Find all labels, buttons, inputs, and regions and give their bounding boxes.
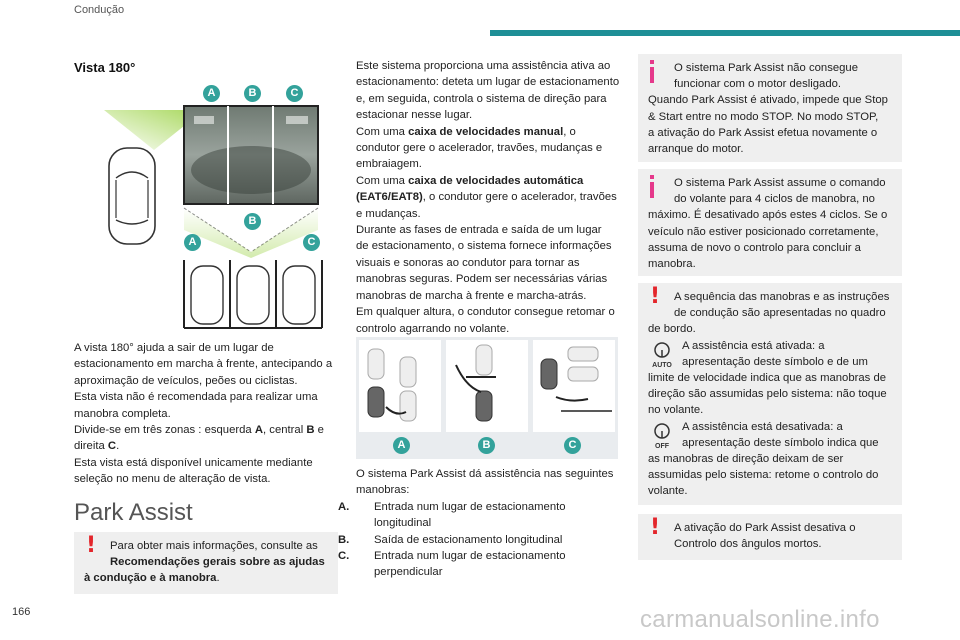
vista-180-illustration — [74, 80, 336, 332]
list-item: B. Saída de estacionamento longitudinal — [338, 533, 563, 546]
list-item: C. Entrada num lugar de estacionamento perpendicular — [338, 550, 566, 579]
zone-c-badge-bottom: C — [303, 234, 320, 251]
warning-icon: ! — [650, 515, 661, 540]
zone-b-badge-bottom: B — [244, 213, 261, 230]
watermark: carmanualsonline.info — [640, 606, 880, 633]
warning-icon: ! — [86, 533, 97, 558]
svg-text:OFF: OFF — [655, 442, 669, 449]
car-top-view-icon — [109, 148, 155, 244]
park-assist-description: Este sistema proporciona uma assistência ativa ao estacionamento: deteta um lugar de estacionamento e, em seguida, controla o sistema de direção para estacionar nesse lugar. Com uma caixa de velocidades manual, o condutor gere o acelerador, travões, mudanças e embraiagem. Com uma caixa de velocidades automática (EAT6/EAT8), o condutor gere o acelerador, travões e mudanças. Durante as fases de entrada e saída de um lugar de estacionamento, o sistema fornece informações visuais e sonoras ao condutor para tornar as manobras seguras. Podem ser necessárias várias manobras de marcha à frente e marcha-atrás. Em qualquer altura, o condutor consegue retomar o controlo agarrando no volante. — [356, 60, 620, 335]
zone-a-badge-bottom: A — [184, 234, 201, 251]
note-dashboard-instructions: ! A sequência das manobras e as instruções de condução são apresentadas no quadro de bordo. AUTO A assistência está ativada: a apresentação deste símbolo e de um limite de velocidade indica que as manobras de direção são assumidas pelo sistema: não toque no volante. OFF A assistência está desativada: a apresentação deste símbolo indica que as manobras de direção deixam de ser assumidas pelo sistema: retome o controlo do volante. — [638, 283, 902, 505]
zone-c-badge-top: C — [286, 85, 303, 102]
section-title-park-assist: Park Assist — [74, 499, 193, 526]
parking-bays — [184, 260, 322, 328]
vista-180-paragraph: A vista 180° ajuda a sair de um lugar de estacionamento em marcha à frente, antecipando a aproximação de veículos, peões ou ciclistas. Esta vista não é recomendada para realizar uma manobra completa. Divide-se em três zonas : esquerda A, central B e direita C. Esta vista está disponível unicamente mediante seleção no menu de alteração de vista. — [74, 342, 333, 486]
maneuver-b-panel — [446, 340, 528, 432]
steering-auto-icon — [648, 340, 676, 368]
note-engine-off: O sistema Park Assist não consegue funcionar com o motor desligado. Quando Park Assist é ativado, impede que Stop & Start entre no modo STOP. No modo STOP, a ativação do Park Assist efetua novamente o arranque do motor. — [638, 54, 902, 162]
info-icon — [650, 182, 654, 198]
note-blind-spot: ! A ativação do Park Assist desativa o Controlo dos ângulos mortos. — [638, 514, 902, 560]
header-accent-bar — [490, 30, 960, 36]
maneuver-a-badge: A — [393, 437, 410, 454]
heading-vista-180: Vista 180° — [74, 60, 136, 75]
maneuver-c-panel — [533, 340, 615, 432]
camera-view-image — [184, 106, 318, 204]
maneuver-c-badge: C — [564, 437, 581, 454]
zone-a-badge-top: A — [203, 85, 220, 102]
maneuver-b-badge: B — [478, 437, 495, 454]
warning-icon: ! — [650, 284, 661, 309]
maneuver-a-panel — [359, 340, 441, 432]
info-icon — [650, 67, 654, 83]
header-section-title: Condução — [74, 4, 125, 16]
svg-text:AUTO: AUTO — [652, 361, 672, 368]
page-number: 166 — [12, 606, 31, 618]
note-four-cycles: O sistema Park Assist assume o comando do volante para 4 ciclos de manobra, no máximo. É desativado após estes 4 ciclos. Se o veículo não estiver posicionado corretamente, assuma de novo o controlo para concluir a manobra. — [638, 169, 902, 276]
off-steering-section: OFF A assistência está desativada: a apresentação deste símbolo indica que as manobras de direção deixam de ser assumidas pelo sistema: retome o controlo do volante. — [648, 420, 879, 498]
steering-off-icon — [648, 421, 676, 449]
zone-b-badge-top: B — [244, 85, 261, 102]
note-more-info: ! Para obter mais informações, consulte as Recomendações gerais sobre as ajudas à condução e à manobra. — [74, 532, 338, 594]
auto-steering-section: AUTO A assistência está ativada: a apresentação deste símbolo e de um limite de velocidade indica que as manobras de direção são assumidas pelo sistema: não toque no volante. — [648, 339, 887, 417]
list-item: A. Entrada num lugar de estacionamento longitudinal — [338, 500, 566, 530]
maneuvers-intro: O sistema Park Assist dá assistência nas seguintes manobras: A. Entrada num lugar de estacionamento longitudinal B. Saída de estacionamento longitudinal C. Entrada num lugar de estacionamento perpendicular — [356, 466, 624, 581]
